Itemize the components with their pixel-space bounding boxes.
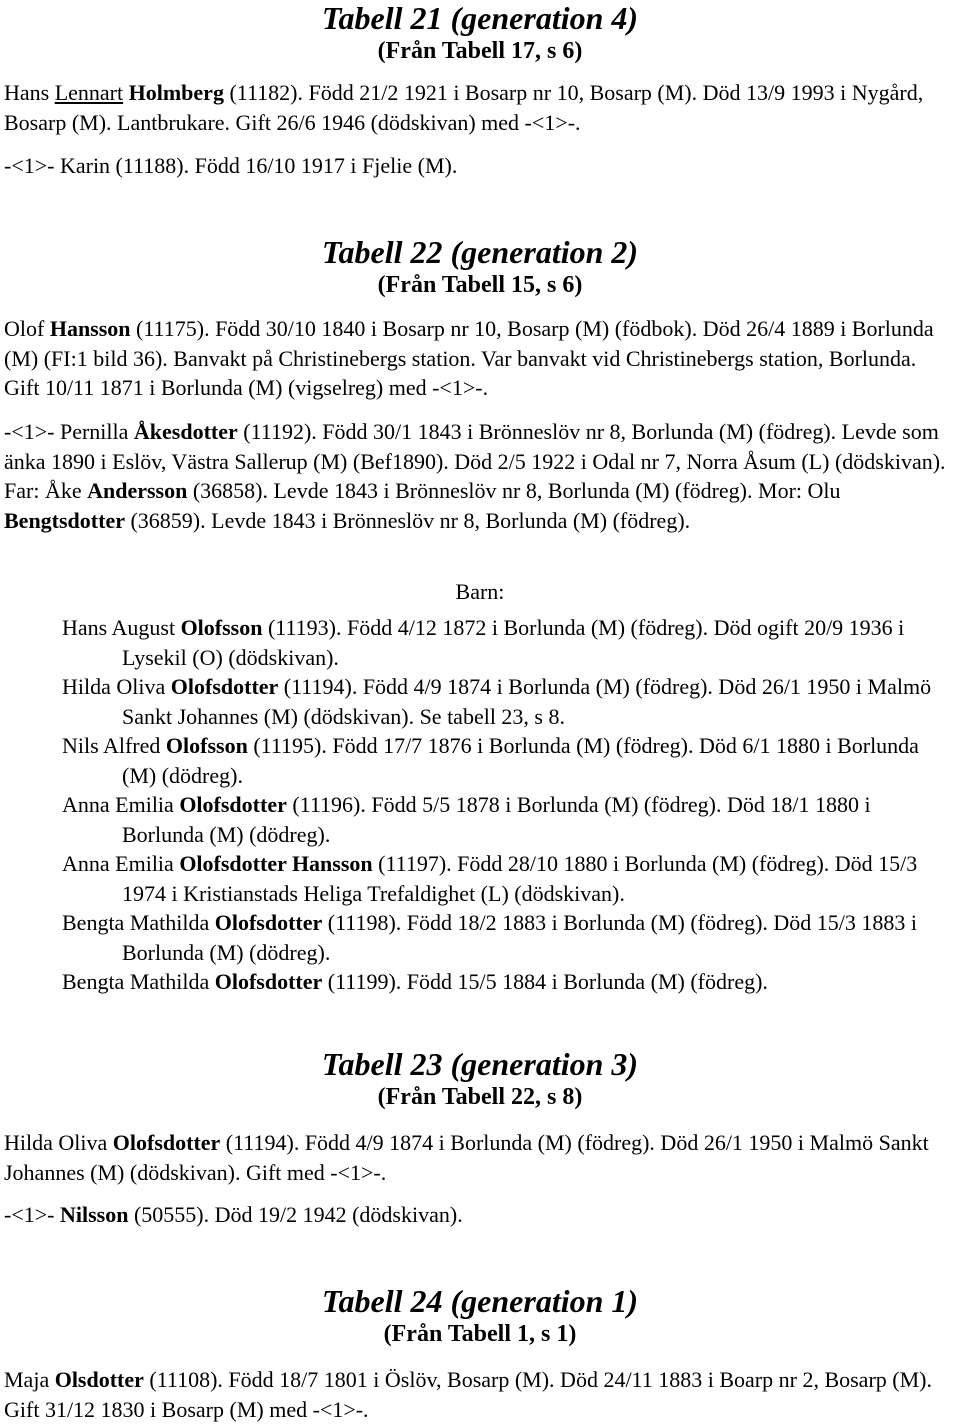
surname: Olofsson [180, 615, 263, 640]
surname: Olsdotter [54, 1367, 144, 1392]
surname: Holmberg [128, 80, 224, 105]
section-tabell-24 [0, 1283, 960, 1349]
surname: Olofsdotter [179, 792, 287, 817]
table-title: Tabell 21 (generation 4) [321, 0, 639, 36]
spouse-paragraph: -<1>- Nilsson (50555). Död 19/2 1942 (dödskivan). [4, 1202, 463, 1227]
section-tabell-23 [0, 1046, 960, 1112]
person-entry-main [0, 1128, 960, 1187]
children-list [0, 613, 960, 997]
person-entry-main [0, 314, 960, 403]
person-entry-spouse [0, 151, 960, 181]
surname: Olofsson [165, 733, 248, 758]
table-subtitle: (Från Tabell 1, s 1) [383, 1321, 577, 1347]
person-entry-spouse [0, 417, 960, 535]
surname: Olofsdotter [112, 1130, 221, 1155]
surname: Olofsdotter Hansson [179, 851, 373, 876]
table-subtitle: (Från Tabell 15, s 6) [377, 272, 583, 298]
list-item: Anna Emilia Olofsdotter Hansson (11197). Född 28/10 1880 i Borlunda (M) (födreg). Död 15/3 1974 i Kristianstads Heliga Trefaldighet (L) (dödskivan). [62, 851, 918, 906]
given-name-underlined: Lennart [54, 80, 124, 105]
table-subtitle: (Från Tabell 17, s 6) [377, 38, 583, 64]
table-title: Tabell 24 (generation 1) [321, 1283, 639, 1319]
list-item: Bengta Mathilda Olofsdotter (11198). Född 18/2 1883 i Borlunda (M) (födreg). Död 15/3 1883 i Borlunda (M) (dödreg). [62, 910, 918, 965]
person-paragraph: Hilda Oliva Olofsdotter (11194). Född 4/9 1874 i Borlunda (M) (födreg). Död 26/1 1950 i Malmö Sankt Johannes (M) (dödskivan). Gift med -<1>-. [4, 1130, 929, 1185]
person-paragraph: Maja Olsdotter (11108). Född 18/7 1801 i Öslöv, Bosarp (M). Död 24/11 1883 i Boarp nr 2, Bosarp (M). Gift 31/12 1830 i Bosarp (M) med -<1>-. [4, 1367, 932, 1422]
list-item: Anna Emilia Olofsdotter (11196). Född 5/5 1878 i Borlunda (M) (födreg). Död 18/1 1880 i Borlunda (M) (dödreg). [62, 792, 871, 847]
table-title: Tabell 22 (generation 2) [321, 234, 639, 270]
table-subtitle: (Från Tabell 22, s 8) [377, 1084, 583, 1110]
person-paragraph: Hans Lennart Holmberg (11182). Född 21/2 1921 i Bosarp nr 10, Bosarp (M). Död 13/9 1993 i Nygård, Bosarp (M). Lantbrukare. Gift 26/6 1946 (dödskivan) med -<1>-. [4, 80, 924, 135]
mother-surname: Bengtsdotter [4, 507, 125, 533]
surname: Olofsdotter [170, 674, 279, 699]
spouse-paragraph: -<1>- Karin (11188). Född 16/10 1917 i Fjelie (M). [4, 153, 458, 178]
spouse-paragraph: -<1>- Pernilla Åkesdotter (11192). Född 30/1 1843 i Brönneslöv nr 8, Borlunda (M) (födreg). Levde som änka 1890 i Eslöv, Västra Sallerup (M) (Bef1890). Död 2/5 1922 i Odal nr 7, Norra Åsum (L) (dödskivan). Far: Åke Andersson (36858). Levde 1843 i Brönneslöv nr 8, Borlunda (M) (födreg). Mor: Olu Bengtsdotter (36859). Levde 1843 i Brönneslöv nr 8, Borlunda (M) (födreg). [4, 419, 946, 533]
section-tabell-21 [0, 0, 960, 66]
person-paragraph: Olof Hansson (11175). Född 30/10 1840 i Bosarp nr 10, Bosarp (M) (födbok). Död 26/4 1889 i Borlunda (M) (FI:1 bild 36). Banvakt på Christinebergs station. Var banvakt vid Christinebergs station, Borlunda. Gift 10/11 1871 i Borlunda (M) (vigselreg) med -<1>-. [4, 316, 934, 400]
surname: Hansson [49, 316, 131, 341]
surname: Nilsson [59, 1202, 129, 1227]
section-tabell-22 [0, 234, 960, 300]
father-surname: Andersson [87, 478, 188, 503]
person-entry-main [0, 1365, 960, 1424]
person-entry-spouse [0, 1200, 960, 1230]
surname: Åkesdotter [133, 419, 238, 444]
list-item: Bengta Mathilda Olofsdotter (11199). Född 15/5 1884 i Borlunda (M) (födreg). [62, 969, 768, 994]
surname: Olofsdotter [214, 969, 323, 994]
person-entry-main [0, 78, 960, 137]
surname: Olofsdotter [214, 910, 323, 935]
table-title: Tabell 23 (generation 3) [321, 1046, 639, 1082]
list-item: Nils Alfred Olofsson (11195). Född 17/7 1876 i Borlunda (M) (födreg). Död 6/1 1880 i Borlunda (M) (dödreg). [62, 733, 919, 788]
list-item: Hilda Oliva Olofsdotter (11194). Född 4/9 1874 i Borlunda (M) (födreg). Död 26/1 1950 i Malmö Sankt Johannes (M) (dödskivan). Se tabell 23, s 8. [62, 674, 932, 729]
children-heading: Barn: [455, 579, 505, 604]
list-item: Hans August Olofsson (11193). Född 4/12 1872 i Borlunda (M) (födreg). Död ogift 20/9 1936 i Lysekil (O) (dödskivan). [62, 615, 905, 670]
